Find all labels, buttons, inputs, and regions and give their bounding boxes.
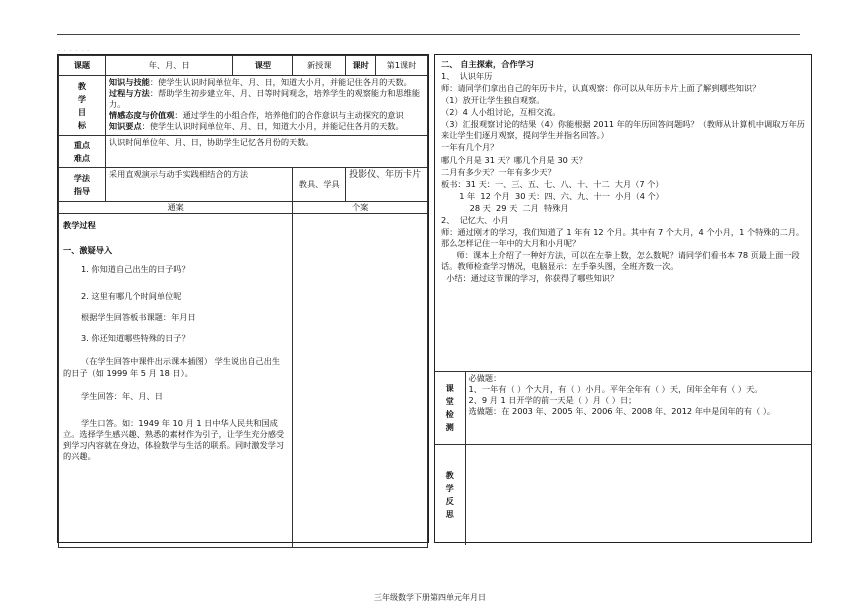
right-panel bbox=[434, 54, 812, 543]
process-title: 教学过程 bbox=[63, 220, 96, 231]
process-oral: 学生口答。如：1949 年 10 月 1 日中华人民共和国成立。选择学生感兴趣、熟悉的素材作为引子，让学生充分感受到学习内容就在身边，体验数学与生活的联系。同时激发学习的兴趣。 bbox=[63, 417, 285, 461]
topic-value: 年、月、日 bbox=[105, 56, 233, 76]
explore-line: 1、 认识年历 bbox=[441, 71, 493, 82]
check-content bbox=[465, 372, 811, 445]
left-table bbox=[58, 55, 428, 548]
explore-line: 二月有多少天？一年有多少天？ bbox=[441, 166, 556, 177]
explore-line: 2、 记忆大、小月 bbox=[441, 214, 509, 225]
explore-line: 师：通过刚才的学习，我们知道了 1 年有 12 个月。其中有 7 个大月，4 个小月，1 个特殊的二月。那么怎样记住一年中的大月和小月呢？ bbox=[441, 226, 805, 248]
methods-label: 学法 指导 bbox=[59, 168, 106, 202]
process-q2b: 根据学生回答板书课题：年月日 bbox=[81, 312, 196, 323]
check-line: 1、一年有（ ）个大月，有（ ）小月。平年全年有（ ）天，闰年全年有（ ）天。 bbox=[468, 384, 763, 395]
process-content bbox=[59, 214, 293, 548]
process-section: 一、激疑导入 bbox=[63, 245, 113, 256]
explore-line: 师：课本上介绍了一种好方法，可以在左拳上数，怎么数呢？请同学们看书本 78 页最上面一段话。教师检查学习情况，电脑显示：左手拳头图，全班齐数一次。 bbox=[441, 250, 800, 272]
explore-line: （1）放开让学生独自观察。 bbox=[441, 95, 545, 106]
header-dots: . . . . . . bbox=[58, 46, 90, 53]
reflection-label: 教 学 反 思 bbox=[435, 445, 465, 546]
methods-text: 采用直观演示与动手实践相结合的方法 bbox=[105, 168, 292, 202]
goals-label: 教 学 目 标 bbox=[59, 76, 106, 136]
personal-content bbox=[293, 214, 428, 548]
check-line: 选做题：在 2003 年、2005 年、2006 年、2008 年、2012 年中是闰年的有（ ）。 bbox=[468, 406, 776, 417]
explore-line: 28 天 29 天 二月 特殊月 bbox=[441, 202, 569, 213]
type-value: 新授课 bbox=[293, 56, 346, 76]
right-table bbox=[435, 55, 811, 545]
period-label: 课时 bbox=[346, 56, 376, 76]
process-q3: 3. 你还知道哪些特殊的日子？ bbox=[81, 333, 190, 344]
explore-line: （2）4 人小组讨论，互相交流。 bbox=[441, 107, 561, 118]
explore-line: 板书：31 天：一、三、五、七、八、十、十二 大月（7 个） bbox=[441, 178, 664, 189]
goal-item: 知识要点：使学生认识时间单位年、月、日，知道大小月，并能记住各月的天数。 bbox=[108, 121, 404, 132]
page-footer: 三年级数学下册第四单元年月日 bbox=[374, 593, 486, 602]
topic-label: 课题 bbox=[59, 56, 106, 76]
header-rule bbox=[57, 34, 800, 35]
reflection-content bbox=[465, 445, 811, 546]
keypoints-label: 重点 难点 bbox=[59, 136, 106, 168]
left-panel bbox=[57, 54, 429, 543]
goal-item: 情感态度与价值观：通过学生的小组合作，培养他们的合作意识与主动探究的意识 bbox=[108, 110, 404, 121]
explore-line: 师：请同学们拿出自己的年历卡片，认真观察：你可以从年历卡片上面了解到哪些知识？ bbox=[441, 83, 761, 94]
tools-value: 投影仪、年历卡片 bbox=[346, 168, 428, 202]
goal-item: 过程与方法：帮助学生初步建立年、月、日等时间观念，培养学生的观察能力和思维能力。 bbox=[108, 88, 421, 110]
explore-line: （3）汇报观察讨论的结果（4）你能根据 2011 年的年历回答问题吗？（教师从计算机中调取万年历来让学生们逐月观察，提问学生并指名回答。） bbox=[441, 119, 805, 141]
process-q1: 1. 你知道自己出生的日子吗？ bbox=[81, 264, 190, 275]
explore-line: 一年有几个月？ bbox=[441, 142, 499, 153]
goals-content bbox=[105, 76, 427, 136]
check-line: 2、9 月 1 日开学的前一天是（ ）月（ ）日； bbox=[468, 395, 637, 406]
col-common: 通案 bbox=[59, 202, 293, 214]
type-label: 课型 bbox=[233, 56, 293, 76]
explore-line: 小结：通过这节课的学习，你获得了哪些知识？ bbox=[441, 273, 619, 284]
keypoints-text: 认识时间单位年、月、日，协助学生记忆各月份的天数。 bbox=[105, 136, 427, 168]
tools-label: 教具、学具 bbox=[293, 168, 346, 202]
explore-lines bbox=[441, 71, 806, 284]
explore-content bbox=[435, 55, 811, 372]
process-q3b: （在学生回答中课件出示课本插图） 学生说出自己出生的日子（如 1999 年 5 月 18 日）。 bbox=[63, 356, 281, 378]
process-q2: 2. 这里有哪几个时间单位呢 bbox=[81, 291, 182, 302]
goal-item: 知识与技能：使学生认识时间单位年、月、日，知道大小月，并能记住各月的天数。 bbox=[108, 77, 412, 87]
explore-title: 二、 自主探索，合作学习 bbox=[441, 59, 534, 69]
explore-line: 1 年 12 个月 30 天：四、六、九、十一 小月（4 个） bbox=[441, 190, 664, 201]
check-line: 必做题： bbox=[468, 373, 502, 383]
explore-line: 哪几个月是 31 天？哪几个月是 30 天？ bbox=[441, 154, 587, 165]
process-answer: 学生回答：年、月、日 bbox=[81, 390, 163, 401]
check-label: 课 堂 检 测 bbox=[435, 372, 465, 445]
col-personal: 个案 bbox=[293, 202, 428, 214]
period-value: 第1课时 bbox=[376, 56, 428, 76]
